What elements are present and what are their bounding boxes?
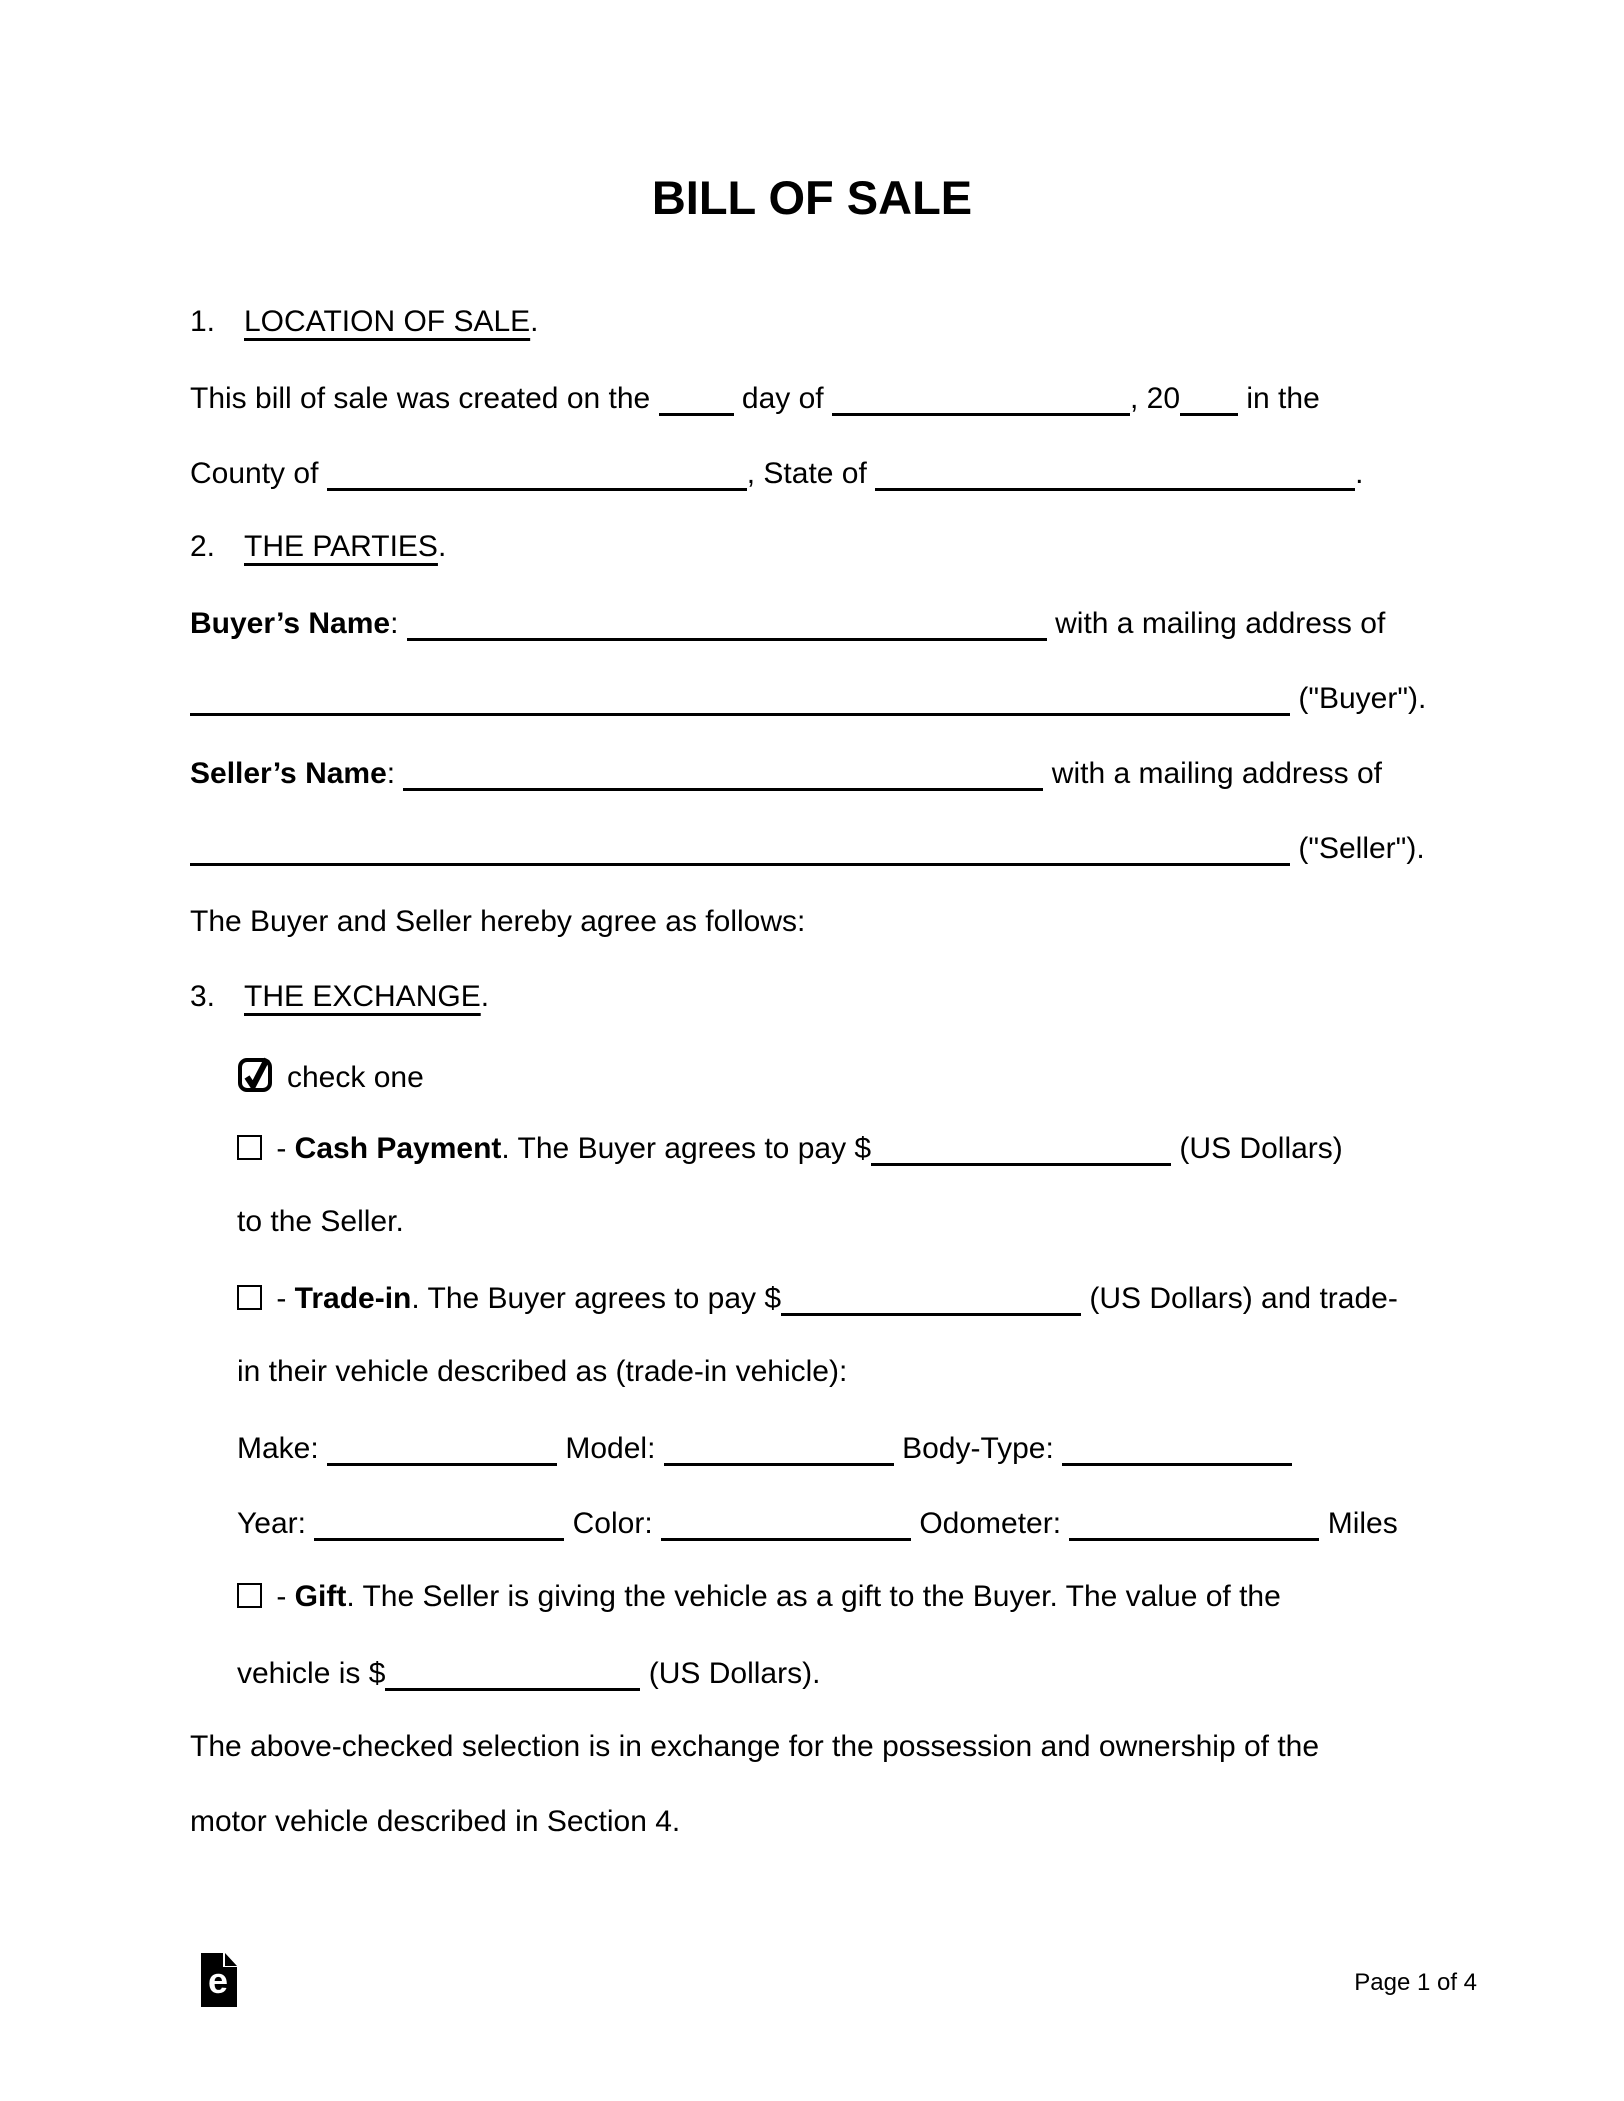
gift-line [190, 1577, 1487, 1617]
section-heading: LOCATION OF SALE [244, 305, 531, 338]
text-segment: - [268, 1132, 295, 1165]
bold-label: Cash Payment [294, 1132, 502, 1165]
cash-payment-line [190, 1127, 1487, 1169]
vehicle-year-blank[interactable] [314, 1502, 564, 1541]
buyer-name-line [190, 602, 1440, 644]
text-segment: : [390, 607, 407, 640]
buyer-address-blank[interactable] [190, 677, 1290, 716]
bold-label: Trade-in [294, 1282, 412, 1315]
text-segment: , 20 [1129, 382, 1181, 415]
text-segment: Color: [564, 1507, 661, 1540]
eforms-logo-icon [201, 1953, 237, 2007]
text-segment: vehicle is $ [237, 1657, 386, 1690]
date-line [190, 377, 1440, 419]
vehicle-desc-line-1 [190, 1427, 1487, 1469]
seller-address-line [190, 827, 1440, 869]
text-segment: Make: [237, 1432, 328, 1465]
trade-in-amount-blank[interactable] [781, 1277, 1081, 1316]
text-segment: day of [733, 382, 832, 415]
vehicle-desc-line-2 [190, 1502, 1487, 1544]
exchange-summary-line-2 [190, 1802, 1440, 1842]
text-segment: in their vehicle described as (trade-in vehicle): [237, 1355, 848, 1388]
text-segment: This bill of sale was created on the [190, 382, 659, 415]
county-state-line [190, 452, 1440, 494]
gift-value-blank[interactable] [385, 1652, 640, 1691]
cash-amount-blank[interactable] [871, 1127, 1171, 1166]
text-segment: . [530, 305, 539, 338]
seller-name-blank[interactable] [403, 752, 1043, 791]
text-segment: motor vehicle described in Section 4. [190, 1805, 681, 1838]
buyer-address-line [190, 677, 1440, 719]
cash-payment-checkbox[interactable] [237, 1135, 262, 1160]
trade-in-checkbox[interactable] [237, 1285, 262, 1310]
text-segment: ("Buyer"). [1290, 682, 1427, 715]
section-1-heading [190, 302, 1440, 342]
section-3-heading [190, 977, 1440, 1017]
text-segment: Year: [237, 1507, 315, 1540]
section-2-heading [190, 527, 1440, 567]
text-segment: ("Seller"). [1290, 832, 1425, 865]
bold-label: Buyer’s Name [190, 607, 391, 640]
section-heading: THE PARTIES [244, 530, 438, 563]
page-title: BILL OF SALE [651, 171, 973, 224]
trade-in-line-2 [190, 1352, 1487, 1392]
text-segment: . The Buyer agrees to pay $ [411, 1282, 782, 1315]
seller-name-line [190, 752, 1440, 794]
page-number: Page 1 of 4 [1354, 1969, 1477, 1996]
text-segment: (US Dollars). [640, 1657, 821, 1690]
exchange-summary-line-1 [190, 1727, 1440, 1767]
make-blank[interactable] [327, 1427, 557, 1466]
text-segment: . [1355, 457, 1364, 490]
seller-address-blank[interactable] [190, 827, 1290, 866]
section-number: 1. [190, 305, 216, 338]
text-segment: (US Dollars) [1171, 1132, 1343, 1165]
text-segment: with a mailing address of [1046, 607, 1386, 640]
check-one-checkbox[interactable] [237, 1052, 273, 1105]
text-segment: , State of [746, 457, 876, 490]
text-segment: (US Dollars) and trade- [1081, 1282, 1398, 1315]
text-segment: to the Seller. [237, 1205, 404, 1238]
text-segment: check one [287, 1061, 424, 1094]
month-blank[interactable] [832, 377, 1130, 416]
text-segment: in the [1238, 382, 1320, 415]
text-segment: Model: [557, 1432, 664, 1465]
section-number: 2. [190, 530, 216, 563]
body-type-blank[interactable] [1062, 1427, 1292, 1466]
text-segment: Body-Type: [893, 1432, 1063, 1465]
year-blank[interactable] [1180, 377, 1238, 416]
text-segment: . [437, 530, 447, 563]
section-number: 3. [190, 980, 216, 1013]
text-segment: with a mailing address of [1043, 757, 1382, 790]
color-blank[interactable] [661, 1502, 911, 1541]
text-segment: - [268, 1282, 295, 1315]
bold-label: Seller’s Name [190, 757, 387, 790]
text-segment: - [268, 1580, 295, 1613]
text-segment: Miles [1319, 1507, 1398, 1540]
bold-label: Gift [294, 1580, 347, 1613]
text-segment: The above-checked selection is in exchange for the possession and ownership of the [190, 1730, 1320, 1763]
day-blank[interactable] [659, 377, 734, 416]
odometer-blank[interactable] [1069, 1502, 1319, 1541]
agreement-line [190, 902, 1440, 942]
check-one-line [190, 1052, 1487, 1105]
gift-line-2 [190, 1652, 1487, 1694]
text-segment: Odometer: [911, 1507, 1070, 1540]
county-blank[interactable] [327, 452, 747, 491]
text-segment: The Buyer and Seller hereby agree as follows: [190, 905, 806, 938]
cash-payment-line-2 [190, 1202, 1487, 1242]
buyer-name-blank[interactable] [407, 602, 1047, 641]
text-segment: . [480, 980, 490, 1013]
trade-in-line [190, 1277, 1487, 1319]
text-segment: . The Seller is giving the vehicle as a gift to the Buyer. The value of the [346, 1580, 1281, 1613]
model-blank[interactable] [664, 1427, 894, 1466]
svg-text:e: e [207, 1960, 229, 2001]
state-blank[interactable] [875, 452, 1355, 491]
text-segment: . The Buyer agrees to pay $ [501, 1132, 872, 1165]
text-segment: : [386, 757, 404, 790]
section-heading: THE EXCHANGE [244, 980, 481, 1013]
text-segment: County of [190, 457, 327, 490]
gift-checkbox[interactable] [237, 1583, 262, 1608]
